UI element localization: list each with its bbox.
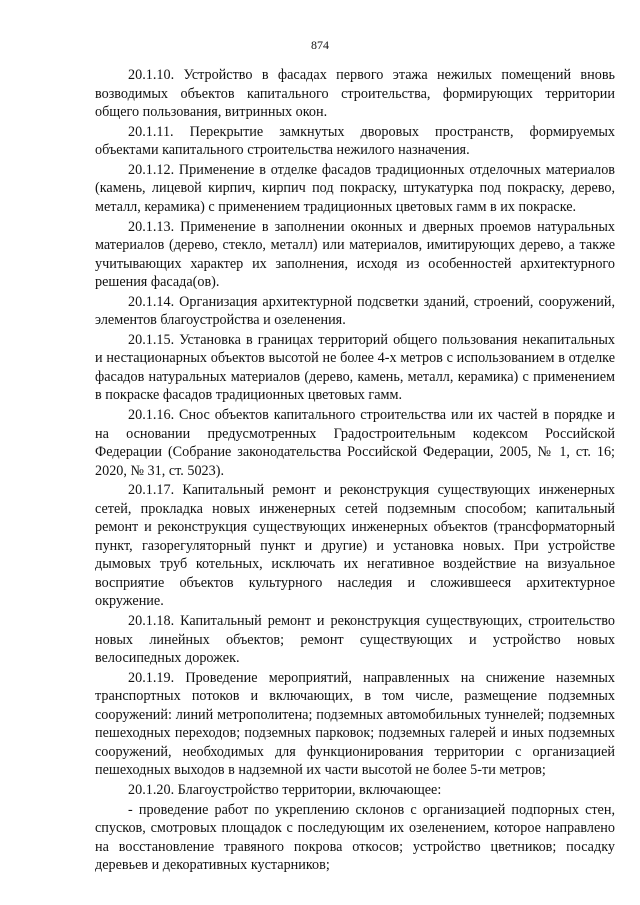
paragraph-20-1-15: 20.1.15. Установка в границах территорий общего пользования некапитальных и нестационарных объектов высотой не более 4-х метров с использованием в отделке фасадов натуральных материалов (дерево, камень, металл, керамика) с применением в покраске фасадов традиционных цветовых гамм. [95, 331, 615, 404]
paragraph-20-1-11: 20.1.11. Перекрытие замкнутых дворовых пространств, формируемых объектами капитального строительства нежилого назначения. [95, 123, 615, 159]
paragraph-20-1-19: 20.1.19. Проведение мероприятий, направленных на снижение наземных транспортных потоков и включающих, в том числе, размещение подземных сооружений: линий метрополитена; подземных автомобильных туннелей; подземных пешеходных переходов; подземных парковок; подземных галерей и иных подземных сооружений, необходимых для функционирования территории с организацией пешеходных выходов в надземной их части высотой не более 5-ти метров; [95, 669, 615, 779]
paragraph-20-1-10: 20.1.10. Устройство в фасадах первого этажа нежилых помещений вновь возводимых объектов капитального строительства, формирующих территории общего пользования, витринных окон. [95, 67, 615, 120]
paragraph-20-1-16: 20.1.16. Снос объектов капитального строительства или их частей в порядке и на основании предусмотренных Градостроительным кодексом Российской Федерации (Собрание законодательства Российской Федерации, 2005, № 1, ст. 16; 2020, № 31, ст. 5023). [95, 407, 615, 479]
paragraph-20-1-20: 20.1.20. Благоустройство территории, включающее: [128, 781, 442, 798]
paragraph-20-1-12: 20.1.12. Применение в отделке фасадов традиционных отделочных материалов (камень, лицевой кирпич, кирпич под покраску, штукатурка под покраску, дерево, металл, керамика) с применением традиционных цветовых гамм в их покраске. [95, 161, 615, 215]
paragraph-20-1-14: 20.1.14. Организация архитектурной подсветки зданий, строений, сооружений, элементов благоустройства и озеленения. [95, 293, 615, 329]
paragraph-20-1-18: 20.1.18. Капитальный ремонт и реконструкция существующих, строительство новых линейных объектов; ремонт существующих и устройство новых велосипедных дорожек. [95, 613, 615, 666]
page-number: 874 [311, 38, 329, 52]
paragraph-20-1-17: 20.1.17. Капитальный ремонт и реконструкция существующих инженерных сетей, прокладка новых инженерных сетей подземным способом; капитальный ремонт и реконструкция существующих инженерных объектов (трансформаторный пункт, газорегуляторный пункт и другие) и установка новых. При устройстве дымовых труб котельных, исключать их негативное воздействие на визуальное восприятие объектов культурного наследия и сложившееся архитектурное окружение. [95, 482, 615, 610]
list-item: - проведение работ по укреплению склонов с организацией подпорных стен, спусков, смотровых площадок с последующим их озеленением, которое направлено на восстановление травяного покрова откосов; устройство цветников; посадку деревьев и декоративных кустарников; [95, 801, 615, 874]
document-body [95, 66, 615, 875]
paragraph-20-1-13: 20.1.13. Применение в заполнении оконных и дверных проемов натуральных материалов (дерево, стекло, металл) или материалов, имитирующих дерево, а также учитывающих характер их заполнения, исходя из особенностей архитектурного решения фасада(ов). [95, 218, 615, 291]
